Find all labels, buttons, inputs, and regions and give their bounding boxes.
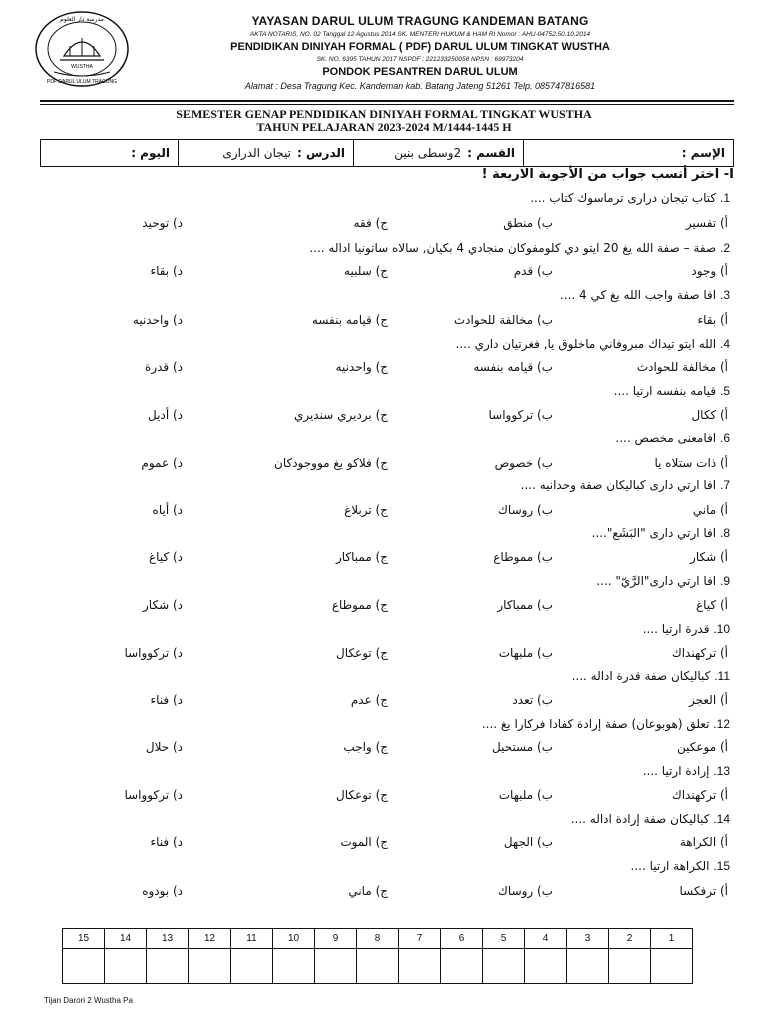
option-b[interactable]: ب) تركوواسا — [488, 408, 553, 422]
address: Alamat : Desa Tragung Kec. Kandeman kab. Batang Jateng 51261 Telp. 085747816581 — [244, 81, 596, 91]
question-text: 7. افا ارتي دارى كباليكان صفة وحدانيه .... — [520, 478, 730, 492]
option-b[interactable]: ب) ممباكار — [497, 598, 553, 612]
header-divider — [40, 100, 734, 102]
logo-mid-text: WUSTHA — [71, 64, 93, 70]
question-options — [68, 740, 728, 758]
answer-number: 14 — [105, 929, 147, 949]
answer-grid-blanks — [63, 949, 693, 984]
option-a[interactable]: أ) مخالفة للحوادث — [636, 360, 728, 374]
question-options — [68, 693, 728, 711]
question-options — [68, 264, 728, 282]
option-b[interactable]: ب) روساك — [498, 503, 553, 517]
question-text: 12. تعلق (هوبوعان) صفة إرادة كفادا فركارا يغ .... — [481, 717, 730, 731]
option-c[interactable]: ج) فقه — [353, 216, 388, 230]
letterhead-text — [140, 14, 700, 91]
option-d[interactable]: د) تركوواسا — [124, 788, 183, 802]
option-b[interactable]: ب) تعدد — [512, 693, 553, 707]
answer-number: 4 — [525, 929, 567, 949]
question-text: 6. افامعنى مخصص .... — [615, 431, 730, 445]
question-options — [68, 503, 728, 521]
option-d[interactable]: د) فناء — [150, 693, 183, 707]
option-c[interactable]: ج) قيامه بنفسه — [311, 313, 388, 327]
class-field — [353, 140, 523, 166]
option-d[interactable]: د) بقاء — [150, 264, 183, 278]
option-b[interactable]: ب) قيامه بنفسه — [473, 360, 553, 374]
option-b[interactable]: ب) مخالفة للحوادث — [453, 313, 553, 327]
answer-number: 5 — [483, 929, 525, 949]
option-d[interactable]: د) أديل — [148, 408, 183, 422]
option-c[interactable]: ج) مموطاع — [331, 598, 388, 612]
logo-top-text: مدرسة دار العلوم — [60, 16, 104, 23]
option-d[interactable]: د) قدرة — [145, 360, 183, 374]
header-divider-thin — [40, 104, 734, 105]
option-c[interactable]: ج) توعكال — [336, 646, 388, 660]
question-text: 9. افا ارتي دارى"الرَّيّ" .... — [596, 574, 730, 588]
question-text: 15. الكراهة ارتيا .... — [630, 859, 730, 873]
question-text: 13. إرادة ارتيا .... — [642, 764, 730, 778]
option-c[interactable]: ج) عدم — [350, 693, 388, 707]
answer-cell[interactable] — [105, 949, 147, 984]
answer-cell[interactable] — [357, 949, 399, 984]
option-b[interactable]: ب) مستحيل — [491, 740, 553, 754]
day-field[interactable] — [41, 140, 178, 166]
option-b[interactable]: ب) قدم — [513, 264, 553, 278]
answer-number: 6 — [441, 929, 483, 949]
answer-number: 3 — [567, 929, 609, 949]
option-a[interactable]: أ) ماني — [692, 503, 728, 517]
question-options — [68, 884, 728, 902]
name-field[interactable] — [523, 140, 733, 166]
option-a[interactable]: أ) ذات ستلاه يا — [654, 456, 728, 470]
option-b[interactable]: ب) الجهل — [503, 835, 553, 849]
option-c[interactable]: ج) برديري سنديري — [293, 408, 388, 422]
student-info-box — [40, 139, 734, 167]
option-d[interactable]: د) كياغ — [149, 550, 183, 564]
question-options — [68, 313, 728, 331]
question-text: 8. افا ارتي دارى "البَشَع".... — [591, 526, 730, 540]
answer-cell[interactable] — [147, 949, 189, 984]
option-c[interactable]: ج) الموت — [340, 835, 388, 849]
option-a[interactable]: أ) شكار — [690, 550, 728, 564]
answer-number: 8 — [357, 929, 399, 949]
question-options — [68, 550, 728, 568]
option-d[interactable]: د) تركوواسا — [124, 646, 183, 660]
question-options — [68, 598, 728, 616]
option-d[interactable]: د) فناء — [150, 835, 183, 849]
answer-cell[interactable] — [483, 949, 525, 984]
answer-cell[interactable] — [63, 949, 105, 984]
option-a[interactable]: أ) وجود — [691, 264, 728, 278]
page-footer: Tijan Darori 2 Wustha Pa — [44, 996, 133, 1005]
option-d[interactable]: د) عموم — [141, 456, 183, 470]
class-value: 2وسطى بنين — [394, 146, 462, 160]
foundation-name: YAYASAN DARUL ULUM TRAGUNG KANDEMAN BATANG — [251, 14, 589, 28]
option-a[interactable]: أ) ككال — [691, 408, 728, 422]
option-d[interactable]: د) بودوه — [142, 884, 183, 898]
answer-cell[interactable] — [231, 949, 273, 984]
answer-number: 11 — [231, 929, 273, 949]
name-label: الإسم : — [681, 146, 725, 160]
logo-bottom-text: PDF DARUL ULUM TRAGUNG — [46, 79, 118, 85]
answer-number: 9 — [315, 929, 357, 949]
option-c[interactable]: ج) تربلاغ — [344, 503, 388, 517]
option-c[interactable]: ج) سلبيه — [344, 264, 388, 278]
question-text: 5. قيامه بنفسه ارتيا .... — [613, 384, 730, 398]
question-options — [68, 835, 728, 853]
answer-cell[interactable] — [315, 949, 357, 984]
option-c[interactable]: ج) ماني — [348, 884, 388, 898]
exam-title — [0, 108, 768, 134]
option-d[interactable]: د) واحدنيه — [132, 313, 183, 327]
answer-grid — [62, 928, 693, 984]
question-options — [68, 216, 728, 234]
school-name: PENDIDIKAN DINIYAH FORMAL ( PDF) DARUL ULUM TINGKAT WUSTHA — [230, 41, 610, 53]
option-a[interactable]: أ) تركهنداك — [671, 788, 728, 802]
notary-info: AKTA NOTARIS, NO. 02 Tanggal 12 Agustus 2014 SK. MENTERI HUKUM & HAM RI Nomor : AHU-04752.50.10.2014 — [249, 31, 591, 38]
answer-cell[interactable] — [525, 949, 567, 984]
option-a[interactable]: أ) العجز — [689, 693, 728, 707]
answer-number: 7 — [399, 929, 441, 949]
question-text: 3. افا صفة واجب الله يغ كي 4 .... — [559, 288, 730, 302]
option-a[interactable]: أ) تركهنداك — [671, 646, 728, 660]
pesantren-name: PONDOK PESANTREN DARUL ULUM — [322, 66, 518, 78]
option-a[interactable]: أ) كياغ — [696, 598, 728, 612]
option-a[interactable]: أ) بقاء — [697, 313, 728, 327]
answer-number: 2 — [609, 929, 651, 949]
option-b[interactable]: ب) منطق — [503, 216, 553, 230]
question-options — [68, 408, 728, 426]
subject-field — [178, 140, 353, 166]
answer-grid-numbers — [63, 929, 693, 949]
registration-info: SK. NO. 6395 TAHUN 2017 NSPDF : 221233250058 NPSN : 69973204 — [316, 56, 524, 63]
option-a[interactable]: أ) ترفكسا — [679, 884, 728, 898]
option-d[interactable]: د) شكار — [143, 598, 183, 612]
option-b[interactable]: ب) مموطاع — [493, 550, 553, 564]
subject-label: الدرس : — [297, 146, 345, 160]
question-options — [68, 360, 728, 378]
option-c[interactable]: ج) واحدنيه — [335, 360, 388, 374]
answer-number: 10 — [273, 929, 315, 949]
answer-number: 1 — [651, 929, 693, 949]
option-c[interactable]: ج) فلاكو يغ مووجودكان — [274, 456, 388, 470]
option-a[interactable]: أ) الكراهة — [679, 835, 728, 849]
day-label: اليوم : — [131, 146, 170, 160]
letterhead — [0, 0, 768, 100]
question-options — [68, 646, 728, 664]
option-d[interactable]: د) توحيد — [142, 216, 183, 230]
exam-title-line2: TAHUN PELAJARAN 2023-2024 M/1444-1445 H — [256, 120, 512, 134]
answer-number: 12 — [189, 929, 231, 949]
answer-cell[interactable] — [441, 949, 483, 984]
question-text: 11. كباليكان صفة قدرة اداله .... — [571, 669, 730, 683]
option-b[interactable]: ب) ملبهات — [498, 788, 553, 802]
option-b[interactable]: ب) روساك — [498, 884, 553, 898]
option-c[interactable]: ج) توعكال — [336, 788, 388, 802]
class-label: القسم : — [467, 146, 515, 160]
answer-number: 15 — [63, 929, 105, 949]
answer-cell[interactable] — [399, 949, 441, 984]
answer-cell[interactable] — [189, 949, 231, 984]
question-options — [68, 456, 728, 474]
question-text: 14. كباليكان صفة إرادة اداله .... — [570, 812, 730, 826]
answer-number: 13 — [147, 929, 189, 949]
section-instruction: I- اختر أنسب جواب من الأجوبة الاربعة ! — [481, 167, 734, 182]
question-text: 4. الله ايتو تيداك مبروفاني ماخلوق يا, فغرتيان داري .... — [455, 337, 730, 351]
option-a[interactable]: أ) موعكين — [677, 740, 728, 754]
question-text: 10. قدرة ارتيا .... — [642, 622, 730, 636]
option-c[interactable]: ج) واجب — [343, 740, 388, 754]
option-b[interactable]: ب) خصوص — [494, 456, 553, 470]
answer-cell[interactable] — [567, 949, 609, 984]
answer-cell[interactable] — [651, 949, 693, 984]
option-a[interactable]: أ) تفسير — [685, 216, 728, 230]
option-c[interactable]: ج) ممباكار — [335, 550, 388, 564]
option-d[interactable]: د) أياه — [152, 503, 183, 517]
school-logo — [34, 10, 130, 88]
question-options — [68, 788, 728, 806]
question-text: 2. صفة – صفة الله يغ 20 ايتو دي كلومفوكان منجادي 4 بكيان, سالاه ساتونيا اداله .... — [309, 241, 730, 255]
subject-value: تيجان الدرارى — [222, 146, 291, 160]
answer-cell[interactable] — [609, 949, 651, 984]
exam-title-line1: SEMESTER GENAP PENDIDIKAN DINIYAH FORMAL TINGKAT WUSTHA — [176, 107, 592, 121]
question-text: 1. كتاب تيجان درارى ترماسوك كتاب .... — [530, 191, 730, 205]
option-d[interactable]: د) حلال — [145, 740, 183, 754]
option-b[interactable]: ب) ملبهات — [498, 646, 553, 660]
answer-cell[interactable] — [273, 949, 315, 984]
